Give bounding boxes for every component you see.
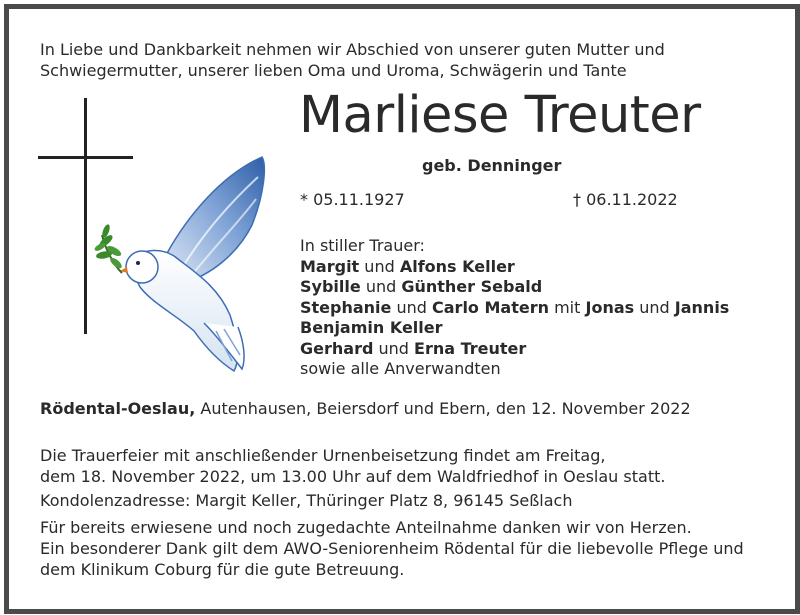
mourner-name: Jannis xyxy=(674,297,730,317)
mourner-name: Stephanie xyxy=(300,297,392,317)
mourners-list xyxy=(300,236,729,380)
mourners-closing: sowie alle Anverwandten xyxy=(300,359,501,378)
maiden-name: geb. Denninger xyxy=(422,156,562,175)
thanks-line: Ein besonderer Dank gilt dem AWO-Seniorenheim Rödental für die liebevolle Pflege und xyxy=(40,539,744,558)
conjunction: und xyxy=(365,277,397,296)
thanks-line: Für bereits erwiesene und noch zugedachte Anteilnahme danken wir von Herzen. xyxy=(40,518,692,537)
mourner-row xyxy=(300,318,729,339)
mourner-row xyxy=(300,339,729,360)
intro-line: In Liebe und Dankbarkeit nehmen wir Abschied von unserer guten Mutter und xyxy=(40,40,665,59)
place-main: Rödental-Oeslau, xyxy=(40,399,196,418)
dove-icon xyxy=(92,155,274,377)
mourner-name: Margit xyxy=(300,256,360,276)
mourner-name: Benjamin Keller xyxy=(300,318,443,337)
thanks-text xyxy=(40,517,744,580)
death-date: † 06.11.2022 xyxy=(573,190,678,209)
ceremony-line: Die Trauerfeier mit anschließender Urnenbeisetzung findet am Freitag, xyxy=(40,446,606,465)
condolence-address: Kondolenzadresse: Margit Keller, Thüringer Platz 8, 96145 Seßlach xyxy=(40,491,573,510)
intro-line: Schwiegermutter, unserer lieben Oma und Uroma, Schwägerin und Tante xyxy=(40,61,627,80)
conjunction: und xyxy=(396,297,427,317)
birth-date: * 05.11.1927 xyxy=(300,190,405,209)
conjunction: und xyxy=(364,256,395,276)
conjunction: und xyxy=(639,297,670,317)
mourner-name: Günther Sebald xyxy=(401,277,543,296)
mourner-name: Sybille xyxy=(300,277,361,296)
ceremony-line: dem 18. November 2022, um 13.00 Uhr auf dem Waldfriedhof in Oeslau statt. xyxy=(40,467,666,486)
thanks-line: dem Klinikum Coburg für die gute Betreuung. xyxy=(40,560,405,579)
place-date-line xyxy=(40,399,691,418)
place-rest: Autenhausen, Beiersdorf und Ebern, den 12. November 2022 xyxy=(195,399,691,418)
intro-text xyxy=(40,39,665,81)
conjunction: mit xyxy=(554,297,581,317)
mourner-row xyxy=(300,277,729,298)
ceremony-info xyxy=(40,445,665,487)
deceased-name: Marliese Treuter xyxy=(299,86,701,145)
mourner-name: Jonas xyxy=(585,297,635,317)
mourner-name: Carlo Matern xyxy=(432,297,549,317)
mourner-row xyxy=(300,298,729,319)
mourners-heading: In stiller Trauer: xyxy=(300,236,425,255)
conjunction: und xyxy=(378,338,409,358)
mourner-name: Erna Treuter xyxy=(414,338,527,358)
mourner-row xyxy=(300,257,729,278)
mourner-name: Alfons Keller xyxy=(399,256,515,276)
mourner-name: Gerhard xyxy=(300,338,374,358)
